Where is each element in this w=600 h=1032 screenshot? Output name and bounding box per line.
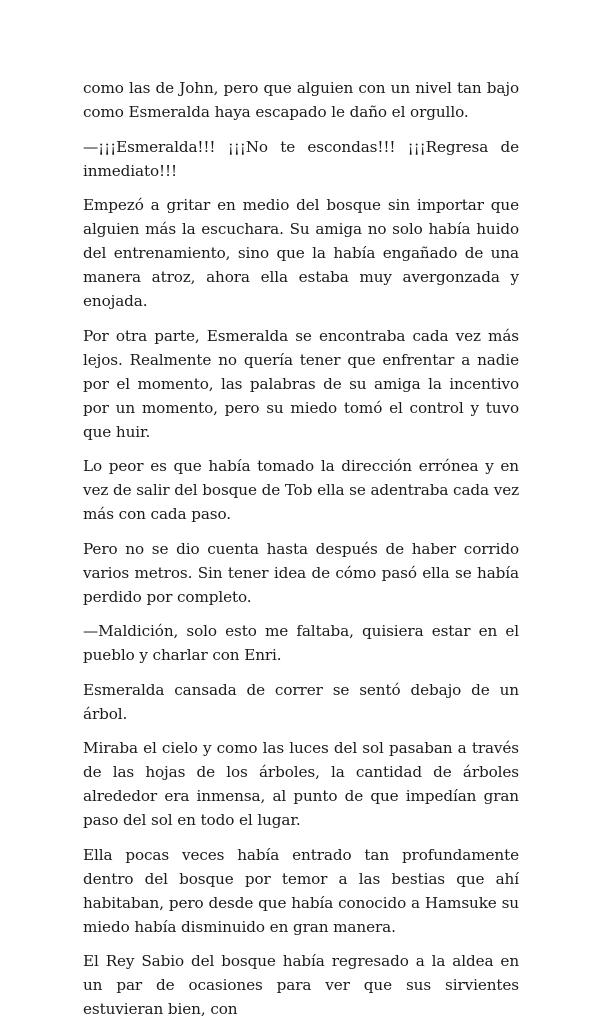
paragraph-2: —¡¡¡Esmeralda!!! ¡¡¡No te escondas!!! ¡¡¡Regresa de inmediato!!! [83, 137, 519, 180]
paragraph-4: Por otra parte, Esmeralda se encontraba cada vez más lejos. Realmente no quería tener que enfrentar a nadie por el momento, las palabras de su amiga la incentivo por un momento, pero su miedo tomó el control y tuvo que huir. [83, 326, 519, 441]
paragraph-10: Ella pocas veces había entrado tan profundamente dentro del bosque por temor a las bestias que ahí habitaban, pero desde que había conocido a Hamsuke su miedo había disminuido en gran manera. [83, 845, 519, 936]
paragraph-11: El Rey Sabio del bosque había regresado a la aldea en un par de ocasiones para ver que sus sirvientes estuvieran bien, con [83, 952, 519, 1018]
paragraph-8: Esmeralda cansada de correr se sentó debajo de un árbol. [83, 680, 519, 723]
paragraph-7: —Maldición, solo esto me faltaba, quisiera estar en el pueblo y charlar con Enri. [83, 622, 519, 664]
paragraph-5: Lo peor es que había tomado la dirección errónea y en vez de salir del bosque de Tob ella se adentraba cada vez más con cada paso. [83, 457, 519, 523]
paragraph-3: Empezó a gritar en medio del bosque sin importar que alguien más la escuchara. Su amiga no solo había huido del entrenamiento, sino que la había engañado de una manera atroz, ahora ella estaba muy avergonzada y enojada. [83, 196, 519, 310]
paragraph-9: Miraba el cielo y como las luces del sol pasaban a través de las hojas de los árboles, la cantidad de árboles alrededor era inmensa, al punto de que impedían gran paso del sol en todo el lugar. [83, 739, 519, 829]
book-page [83, 76, 519, 1032]
paragraph-6: Pero no se dio cuenta hasta después de haber corrido varios metros. Sin tener idea de cómo pasó ella se había perdido por completo. [83, 539, 519, 606]
paragraph-1: como las de John, pero que alguien con un nivel tan bajo como Esmeralda haya escapado le daño el orgullo. [83, 79, 519, 121]
